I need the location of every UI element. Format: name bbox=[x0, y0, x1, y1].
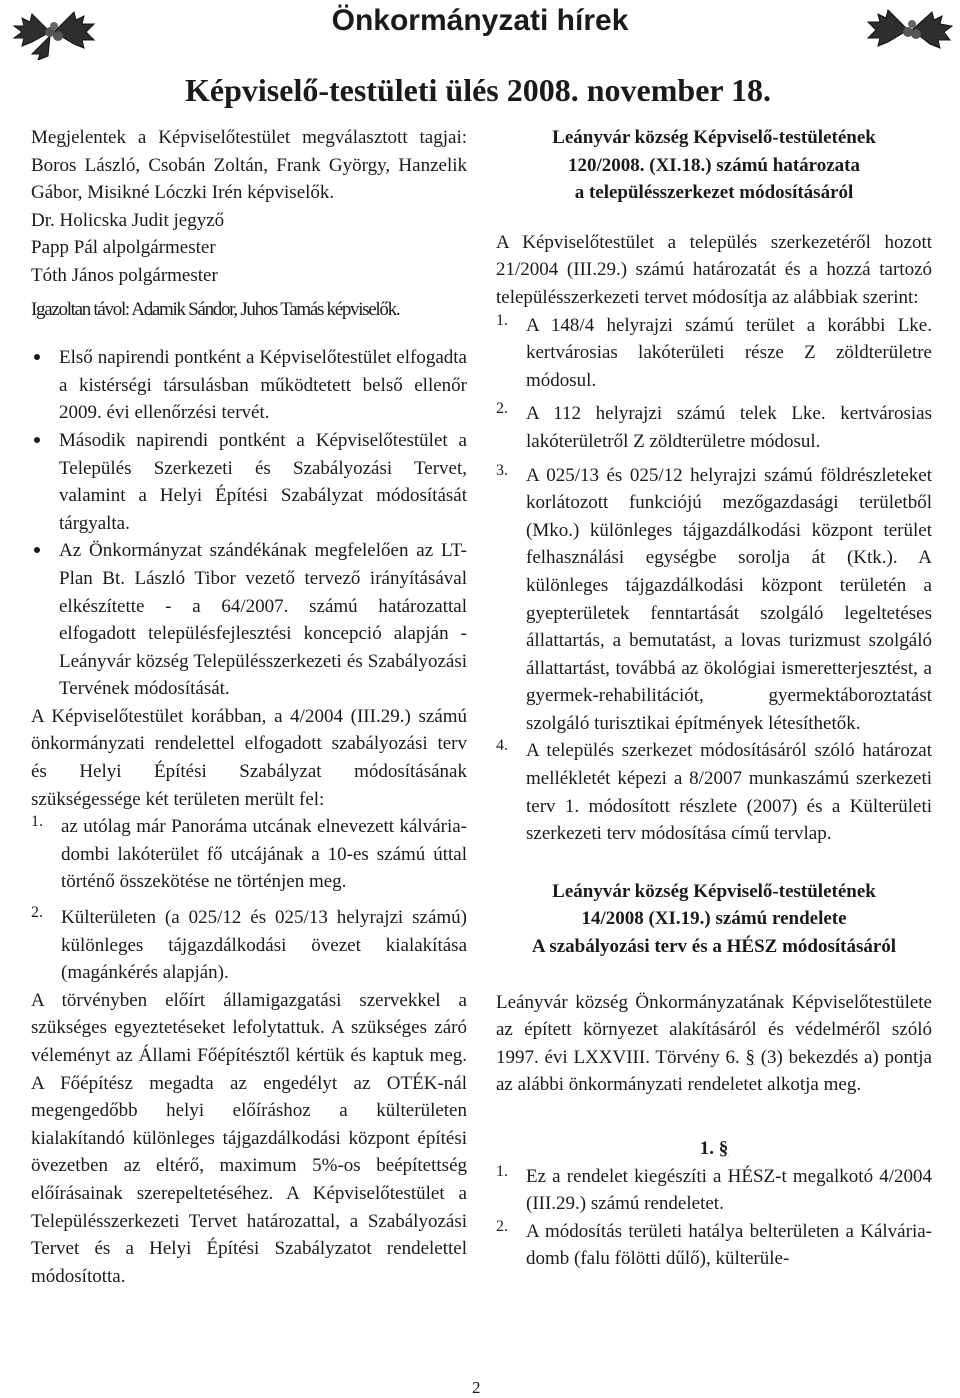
resolution-items bbox=[496, 312, 932, 848]
agenda-item: Az Önkormányzat szándékának megfelelően az LT-Plan Bt. László Tibor vezető tervező irányításával elkészítette - a 64/2007. számú határozattal elfogadott településfejlesztési koncepció alapján - Leányvár község Településszerkezeti és Szabályozási Tervének módosítását. bbox=[31, 537, 467, 703]
attendance-members: Megjelentek a Képviselőtestület megválasztott tagjai: Boros László, Csobán Zoltán, Frank György, Hanzelik Gábor, Misikné Lóczki Irén képviselők. bbox=[31, 127, 467, 204]
bullet-icon bbox=[34, 354, 40, 360]
ordinance-heading-3: A szabályozási terv és a HÉSZ módosításáról bbox=[531, 936, 897, 958]
list-item: 4. A település szerkezet módosításáról szóló határozat mellékletét képezi a 8/2007 munkaszámú szerkezeti terv 1. módosított részlete (2007) és a Külterületi szerkezeti terv módosítása című tervlap. bbox=[496, 737, 932, 845]
agenda-item: Első napirendi pontként a Képviselőtestület elfogadta a kistérségi társulásban működtetett belső ellenőr 2009. évi ellenőrzési tervét. bbox=[31, 344, 467, 427]
list-item: 1. A 148/4 helyrajzi számú terület a korábbi Lke. kertvárosias lakóterületi része Z zöldterületre módosul. bbox=[496, 311, 932, 391]
resolution-heading-3: a településszerkezet módosításáról bbox=[574, 182, 854, 204]
page-number: 2 bbox=[472, 1378, 481, 1397]
areas-list bbox=[31, 813, 467, 987]
bullet-icon bbox=[34, 437, 40, 443]
left-column bbox=[31, 124, 467, 1290]
attendance-mayor: Tóth János polgármester bbox=[31, 264, 218, 286]
ordinance-items bbox=[496, 1163, 932, 1273]
list-item: 1. az utólag már Panoráma utcának elnevezett kálvária-dombi lakóterület fő utcájának a 10-es számú úttal történő összekötése ne történjen meg. bbox=[31, 813, 467, 893]
resolution-intro: A Képviselőtestület a település szerkezetéről hozott 21/2004 (III.29.) számú határozatát és a hozzá tartozó településszerkezeti tervet módosítja az alábbiak szerint: bbox=[496, 231, 932, 308]
attendance-notary: Dr. Holicska Judit jegyző bbox=[31, 209, 225, 231]
ordinance-heading-1: Leányvár község Képviselő-testületének bbox=[552, 880, 876, 902]
agenda-item: Második napirendi pontként a Képviselőtestület a Település Szerkezeti és Szabályozási Tervet, valamint a Helyi Építési Szabályzat módosítását tárgyalta. bbox=[31, 427, 467, 537]
ordinance-heading-2: 14/2008 (XI.19.) számú rendelete bbox=[581, 908, 847, 930]
list-item: 2. A módosítás területi hatálya belterületen a Kálvária-domb (falu fölötti dűlő), külterüle- bbox=[496, 1217, 932, 1270]
right-column bbox=[496, 124, 932, 1273]
ordinance-section-title: 1. § bbox=[699, 1138, 729, 1159]
bullet-icon bbox=[34, 547, 40, 553]
absent-members: Igazoltan távol: Adamik Sándor, Juhos Tamás képviselők. bbox=[31, 298, 400, 320]
attendance-deputy-mayor: Papp Pál alpolgármester bbox=[31, 237, 216, 259]
left-paragraph-1: A Képviselőtestület korábban, a 4/2004 (III.29.) számú önkormányzati rendelettel elfogadott szabályozási terv és Helyi Építési Szabályzat módosításának szükségessége két területen merült fel: bbox=[31, 705, 467, 810]
list-item: 2. A 112 helyrajzi számú telek Lke. kertvárosias lakóterületről Z zöldterületre módosul. bbox=[496, 400, 932, 452]
list-item: 3. A 025/13 és 025/12 helyrajzi számú földrészleteket korlátozott funkciójú mezőgazdasági területből (Mko.) különleges tájgazdálkodási központ terület felhasználási egységbe sorolja át (Ktk.). A különleges tájgazdálkodási központ területén a gyepterületek fenntartását szolgáló legeltetéses állattartás, a bemutatást, a lovas turizmust szolgáló állattartást, továbbá az ökológiai ismeretterjesztést, a gyermek-rehabilitációt, gyermektáboroztatást szolgáló turisztikai építmények létesíthetők. bbox=[496, 461, 932, 734]
resolution-heading-2: 120/2008. (XI.18.) számú határozata bbox=[567, 154, 860, 176]
ordinance-intro: Leányvár község Önkormányzatának Képviselőtestülete az épített környezet alakításáról és védelméről szóló 1997. évi LXXVIII. Törvény 6. § (3) bekezdés a) pontja az alábbi önkormányzati rendeletet alkotja meg. bbox=[496, 991, 932, 1096]
left-paragraph-2: A törvényben előírt államigazgatási szervekkel a szükséges egyeztetéseket lefolytattuk. A szükséges záró véleményt az Állami Főépítésztől kértük és kaptuk meg. A Főépítész megadta az engedélyt az OTÉK-nál megengedőbb helyi előíráshoz a külterületen kialakítandó különleges tájgazdálkodási központ építési övezetben az eltérő, maximum 5%-os beépítettség előírásainak szerepeltetéséhez. A Képviselőtestület a Településszerkezeti Tervet határozattal, a Szabályozási Tervet és a Helyi Építési Szabályzatot rendelettel módosította. bbox=[31, 989, 467, 1287]
list-item: 2. Külterületen (a 025/12 és 025/13 helyrajzi számú) különleges tájgazdálkodási övezet kialakítása (magánkérés alapján). bbox=[31, 904, 467, 984]
meeting-title: Képviselő-testületi ülés 2008. november 18. bbox=[185, 72, 772, 108]
masthead-title: Önkormányzati hírek bbox=[331, 4, 629, 37]
agenda-list bbox=[31, 344, 467, 703]
list-item: 1. Ez a rendelet kiegészíti a HÉSZ-t megalkotó 4/2004 (III.29.) számú rendeletet. bbox=[496, 1162, 932, 1215]
resolution-heading-1: Leányvár község Képviselő-testületének bbox=[552, 127, 876, 148]
